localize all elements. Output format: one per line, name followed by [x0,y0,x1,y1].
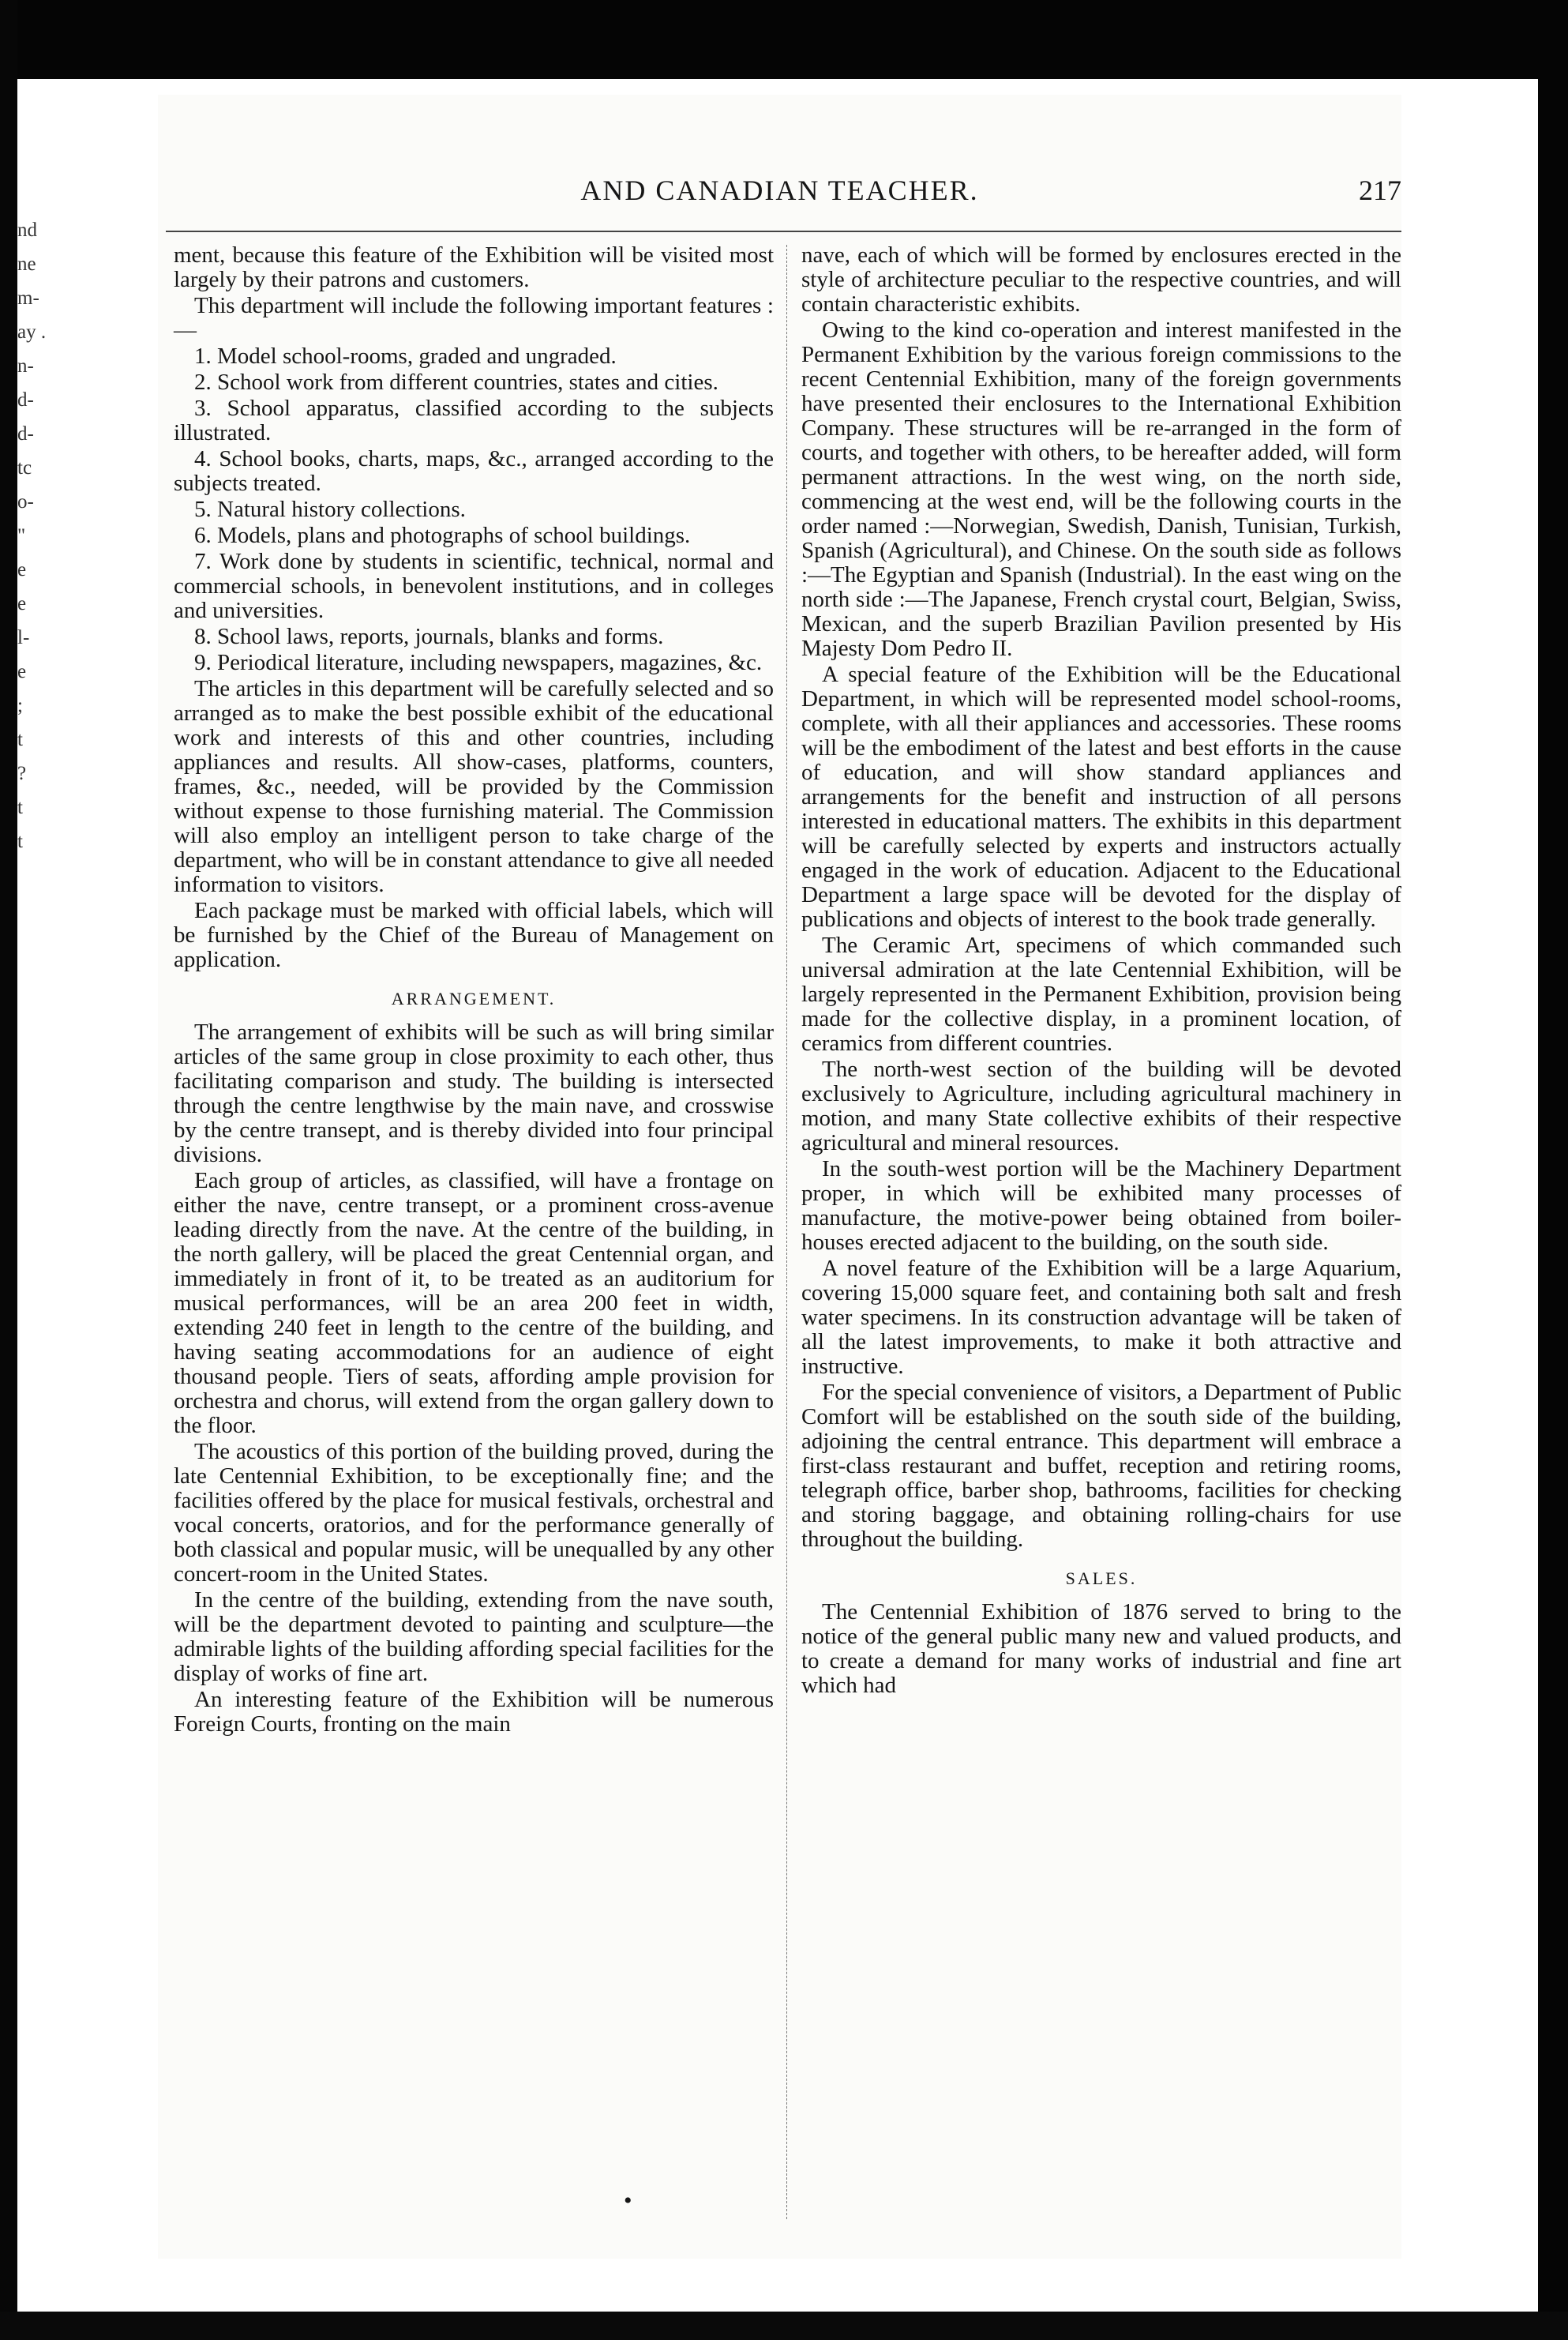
left-column [174,243,774,1738]
margin-fragment: e [17,593,27,614]
paragraph: nave, each of which will be formed by enclosures erected in the style of architecture peculiar to the respective countries, and will contain characteristic exhibits. [801,242,1401,317]
list-item: 1. Model school-rooms, graded and ungraded. [194,344,617,369]
paragraph: An interesting feature of the Exhibition will be numerous Foreign Courts, fronting on the main [174,1687,774,1737]
list-item: 9. Periodical literature, including newspapers, magazines, &c. [194,650,763,675]
scan-border-right [1538,0,1568,2340]
paragraph: Each package must be marked with official labels, which will be furnished by the Chief of the Bureau of Management on application. [174,898,774,972]
margin-fragment: " [17,525,26,547]
section-heading-arrangement: ARRANGEMENT. [391,989,557,1008]
paragraph: The north-west section of the building will be devoted exclusively to Agriculture, including agricultural machinery in motion, and many State collective exhibits of their respective agricultural and mineral resources. [801,1057,1401,1155]
paragraph: Each group of articles, as classified, will have a frontage on either the nave, centre transept, or a prominent cross-avenue leading directly from the nave. At the centre of the building, in the north gallery, will be placed the great Centennial organ, and immediately in front of it, to be treated as an auditorium for musical performances, will be an area 200 feet in width, extending 240 feet in length to the centre of the building, and having seating accommodations for an audience of eight thousand people. Tiers of seats, affording ample provision for orchestra and chorus, will extend from the organ gallery down to the floor. [174,1168,774,1438]
paragraph: The acoustics of this portion of the building proved, during the late Centennial Exhibition, to be exceptionally fine; and the facilities offered by the place for musical festivals, orchestral and vocal concerts, oratorios, and for the performance generally of both classical and popular music, will be unequalled by any other concert-room in the United States. [174,1439,774,1587]
margin-fragment: n- [17,355,34,377]
right-column [801,243,1401,1700]
list-item: 2. School work from different countries, states and cities. [194,370,718,395]
list-item: 4. School books, charts, maps, &c., arranged according to the subjects treated. [174,446,774,496]
margin-fragment: ? [17,763,27,784]
margin-fragment: t [17,797,23,818]
section-heading-sales: SALES. [1065,1568,1138,1588]
paragraph: In the centre of the building, extending from the nave south, will be the department devoted to painting and sculpture—the admirable lights of the building affording special facilities for the display of works of fine art. [174,1587,774,1686]
paragraph: This department will include the following important features :— [174,293,774,343]
margin-fragment: d- [17,389,34,411]
margin-fragment: ay . [17,321,47,343]
paragraph: A novel feature of the Exhibition will be a large Aquarium, covering 15,000 square feet, and containing both salt and fresh water specimens. In its construction advantage will be taken of all the latest improvements, to make it both attractive and instructive. [801,1256,1401,1379]
list-item: 7. Work done by students in scientific, technical, normal and commercial schools, in benevolent institutions, and in colleges and universities. [174,549,774,623]
running-title: AND CANADIAN TEACHER. [580,175,979,206]
header-rule [166,231,1401,232]
margin-fragment: o- [17,491,34,513]
paragraph: The Ceramic Art, specimens of which commanded such universal admiration at the late Centennial Exhibition, will be largely represented in the Permanent Exhibition, provision being made for the collective display, in a prominent location, of ceramics from different countries. [801,933,1401,1056]
page-number: 217 [1359,175,1401,206]
column-divider [786,245,787,2219]
scan-border-left [0,0,17,2340]
list-item: 3. School apparatus, classified according to the subjects illustrated. [174,396,774,445]
paragraph: A special feature of the Exhibition will be the Educational Department, in which will be represented model school-rooms, complete, with all their appliances and accessories. These rooms will be the embodiment of the latest and best efforts in the cause of education, and will show standard appliances and arrangements for the benefit and instruction of all persons interested in educational matters. The exhibits in this department will be carefully selected by experts and instructors actually engaged in the work of education. Adjacent to the Educational Department a large space will be devoted for the display of publications and objects of interest to the book trade generally. [801,662,1401,932]
margin-fragment: e [17,559,27,580]
list-item: 8. School laws, reports, journals, blanks and forms. [194,624,664,649]
paragraph: Owing to the kind co-operation and interest manifested in the Permanent Exhibition by the various foreign commissions to the recent Centennial Exhibition, many of the foreign governments have presented their enclosures to the International Exhibition Company. These structures will be re-arranged in the form of courts, and together with others, to be hereafter added, will form permanent attractions. In the west wing, on the north side, commencing at the west end, will be the following courts in the order named :—Norwegian, Swedish, Danish, Tunisian, Turkish, Spanish (Agricultural), and Chinese. On the south side as follows :—The Egyptian and Spanish (Industrial). In the east wing on the north side :—The Japanese, French crystal court, Belgian, Swiss, Mexican, and the superb Brazilian Pavilion presented by His Majesty Dom Pedro II. [801,317,1401,661]
scan-border-bottom [0,2312,1568,2340]
scan-border-top [0,0,1568,79]
margin-fragment: d- [17,423,34,445]
margin-fragment: l- [17,627,30,648]
list-item: 6. Models, plans and photographs of school buildings. [194,523,691,548]
paragraph: ment, because this feature of the Exhibition will be visited most largely by their patrons and customers. [174,242,774,292]
paragraph: The arrangement of exhibits will be such as will bring similar articles of the same group in close proximity to each other, thus facilitating comparison and study. The building is intersected through the centre lengthwise by the main nave, and crosswise by the centre transept, and is thereby divided into four principal divisions. [174,1020,774,1167]
margin-fragment: ne [17,254,36,275]
paragraph: In the south-west portion will be the Machinery Department proper, in which will be exhibited many processes of manufacture, the motive-power being obtained from boiler-houses erected adjacent to the building, on the south side. [801,1156,1401,1255]
margin-fragment: m- [17,287,39,309]
paragraph: For the special convenience of visitors, a Department of Public Comfort will be established on the south side of the building, adjoining the central entrance. This department will embrace a first-class restaurant and buffet, reception and retiring rooms, telegraph office, barber shop, bathrooms, facilities for checking and storing baggage, and obtaining rolling-chairs for use throughout the building. [801,1380,1401,1552]
margin-fragment: nd [17,220,37,241]
margin-fragment: ; [17,695,23,716]
footer-mark: • [624,2188,632,2214]
margin-fragment: t [17,729,23,750]
list-item: 5. Natural history collections. [194,497,466,522]
margin-fragment: t [17,831,23,852]
journal-page [158,95,1401,2259]
margin-fragment: e [17,661,27,682]
margin-fragment: tc [17,457,32,479]
paragraph: The Centennial Exhibition of 1876 served to bring to the notice of the general public many new and valued products, and to create a demand for many works of industrial and fine art which had [801,1599,1401,1698]
facing-page-margin-fragments [17,213,73,858]
paragraph: The articles in this department will be carefully selected and so arranged as to make the best possible exhibit of the educational work and interests of this and other countries, including appliances and results. All show-cases, platforms, counters, frames, &c., needed, will be provided by the Commission without expense to those furnishing material. The Commission will also employ an intelligent person to take charge of the department, who will be in constant attendance to give all needed information to visitors. [174,676,774,897]
